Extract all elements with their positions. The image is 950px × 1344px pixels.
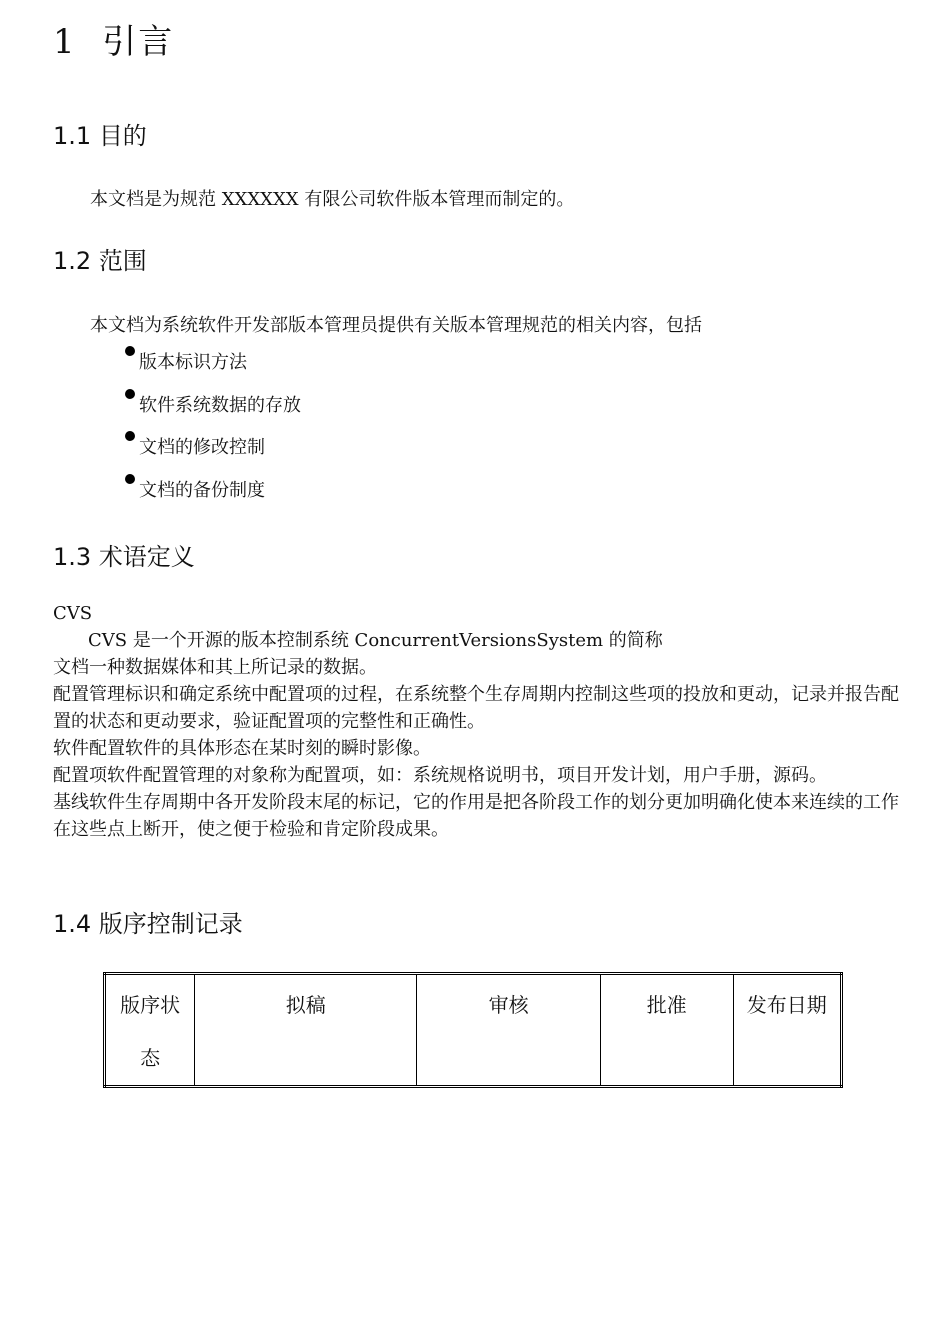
header-label: 拟稿 — [285, 993, 326, 1017]
term-line: CVS 是一个开源的版本控制系统 ConcurrentVersionsSystem 的简称 — [88, 630, 663, 651]
chapter-title-text: 引言 — [102, 22, 175, 62]
section-number: 1.3 — [53, 543, 92, 571]
bullet-label: 软件系统数据的存放 — [139, 395, 301, 416]
scope-intro: 本文档为系统软件开发部版本管理员提供有关版本管理规范的相关内容，包括 — [90, 315, 702, 336]
version-history-table — [103, 972, 843, 1088]
header-label: 审核 — [488, 993, 529, 1017]
header-draft — [195, 974, 417, 1087]
chapter-number: 1 — [53, 22, 77, 62]
header-label: 态 — [140, 1046, 161, 1070]
section-title: 目的 — [98, 122, 147, 150]
section-title: 范围 — [98, 247, 147, 275]
section-number: 1.4 — [53, 910, 92, 938]
term-line: 配置项软件配置管理的对象称为配置项，如：系统规格说明书，项目开发计划，用户手册，源码。 — [53, 765, 827, 786]
term-line: 软件配置软件的具体形态在某时刻的瞬时影像。 — [53, 738, 431, 759]
header-label: 版序状 — [120, 993, 181, 1017]
section-title: 版序控制记录 — [98, 910, 243, 938]
term-line: 配置管理标识和确定系统中配置项的过程，在系统整个生存周期内控制这些项的投放和更动，记录并报告配置的状态和更动要求，验证配置项的完整性和正确性。 — [53, 684, 899, 732]
term-line: 基线软件生存周期中各开发阶段末尾的标记，它的作用是把各阶段工作的划分更加明确化使本来连续的工作在这些点上断开，使之便于检验和肯定阶段成果。 — [53, 792, 899, 840]
bullet-icon — [125, 431, 135, 441]
bullet-label: 文档的备份制度 — [139, 480, 265, 501]
header-review — [417, 974, 601, 1087]
term-line: CVS — [53, 603, 93, 624]
purpose-paragraph: 本文档是为规范 XXXXXX 有限公司软件版本管理而制定的。 — [90, 189, 575, 210]
term-line: 文档一种数据媒体和其上所记录的数据。 — [53, 657, 377, 678]
chapter-title — [53, 14, 174, 63]
section-heading-history — [53, 904, 243, 939]
header-label: 发布日期 — [746, 993, 827, 1017]
header-version-status — [105, 974, 195, 1087]
bullet-label: 文档的修改控制 — [139, 437, 265, 458]
bullet-icon — [125, 474, 135, 484]
bullet-icon — [125, 389, 135, 399]
header-approve — [600, 974, 733, 1087]
bullet-label: 版本标识方法 — [139, 352, 247, 373]
section-heading-scope — [53, 241, 147, 276]
header-label: 批准 — [646, 993, 687, 1017]
table-header-row — [105, 974, 842, 1087]
section-title: 术语定义 — [98, 543, 195, 571]
terms-definitions — [53, 600, 903, 843]
bullet-icon — [125, 346, 135, 356]
section-heading-purpose — [53, 116, 147, 151]
section-number: 1.1 — [53, 122, 92, 150]
section-number: 1.2 — [53, 247, 92, 275]
header-release-date — [733, 974, 841, 1087]
section-heading-terms — [53, 537, 195, 572]
